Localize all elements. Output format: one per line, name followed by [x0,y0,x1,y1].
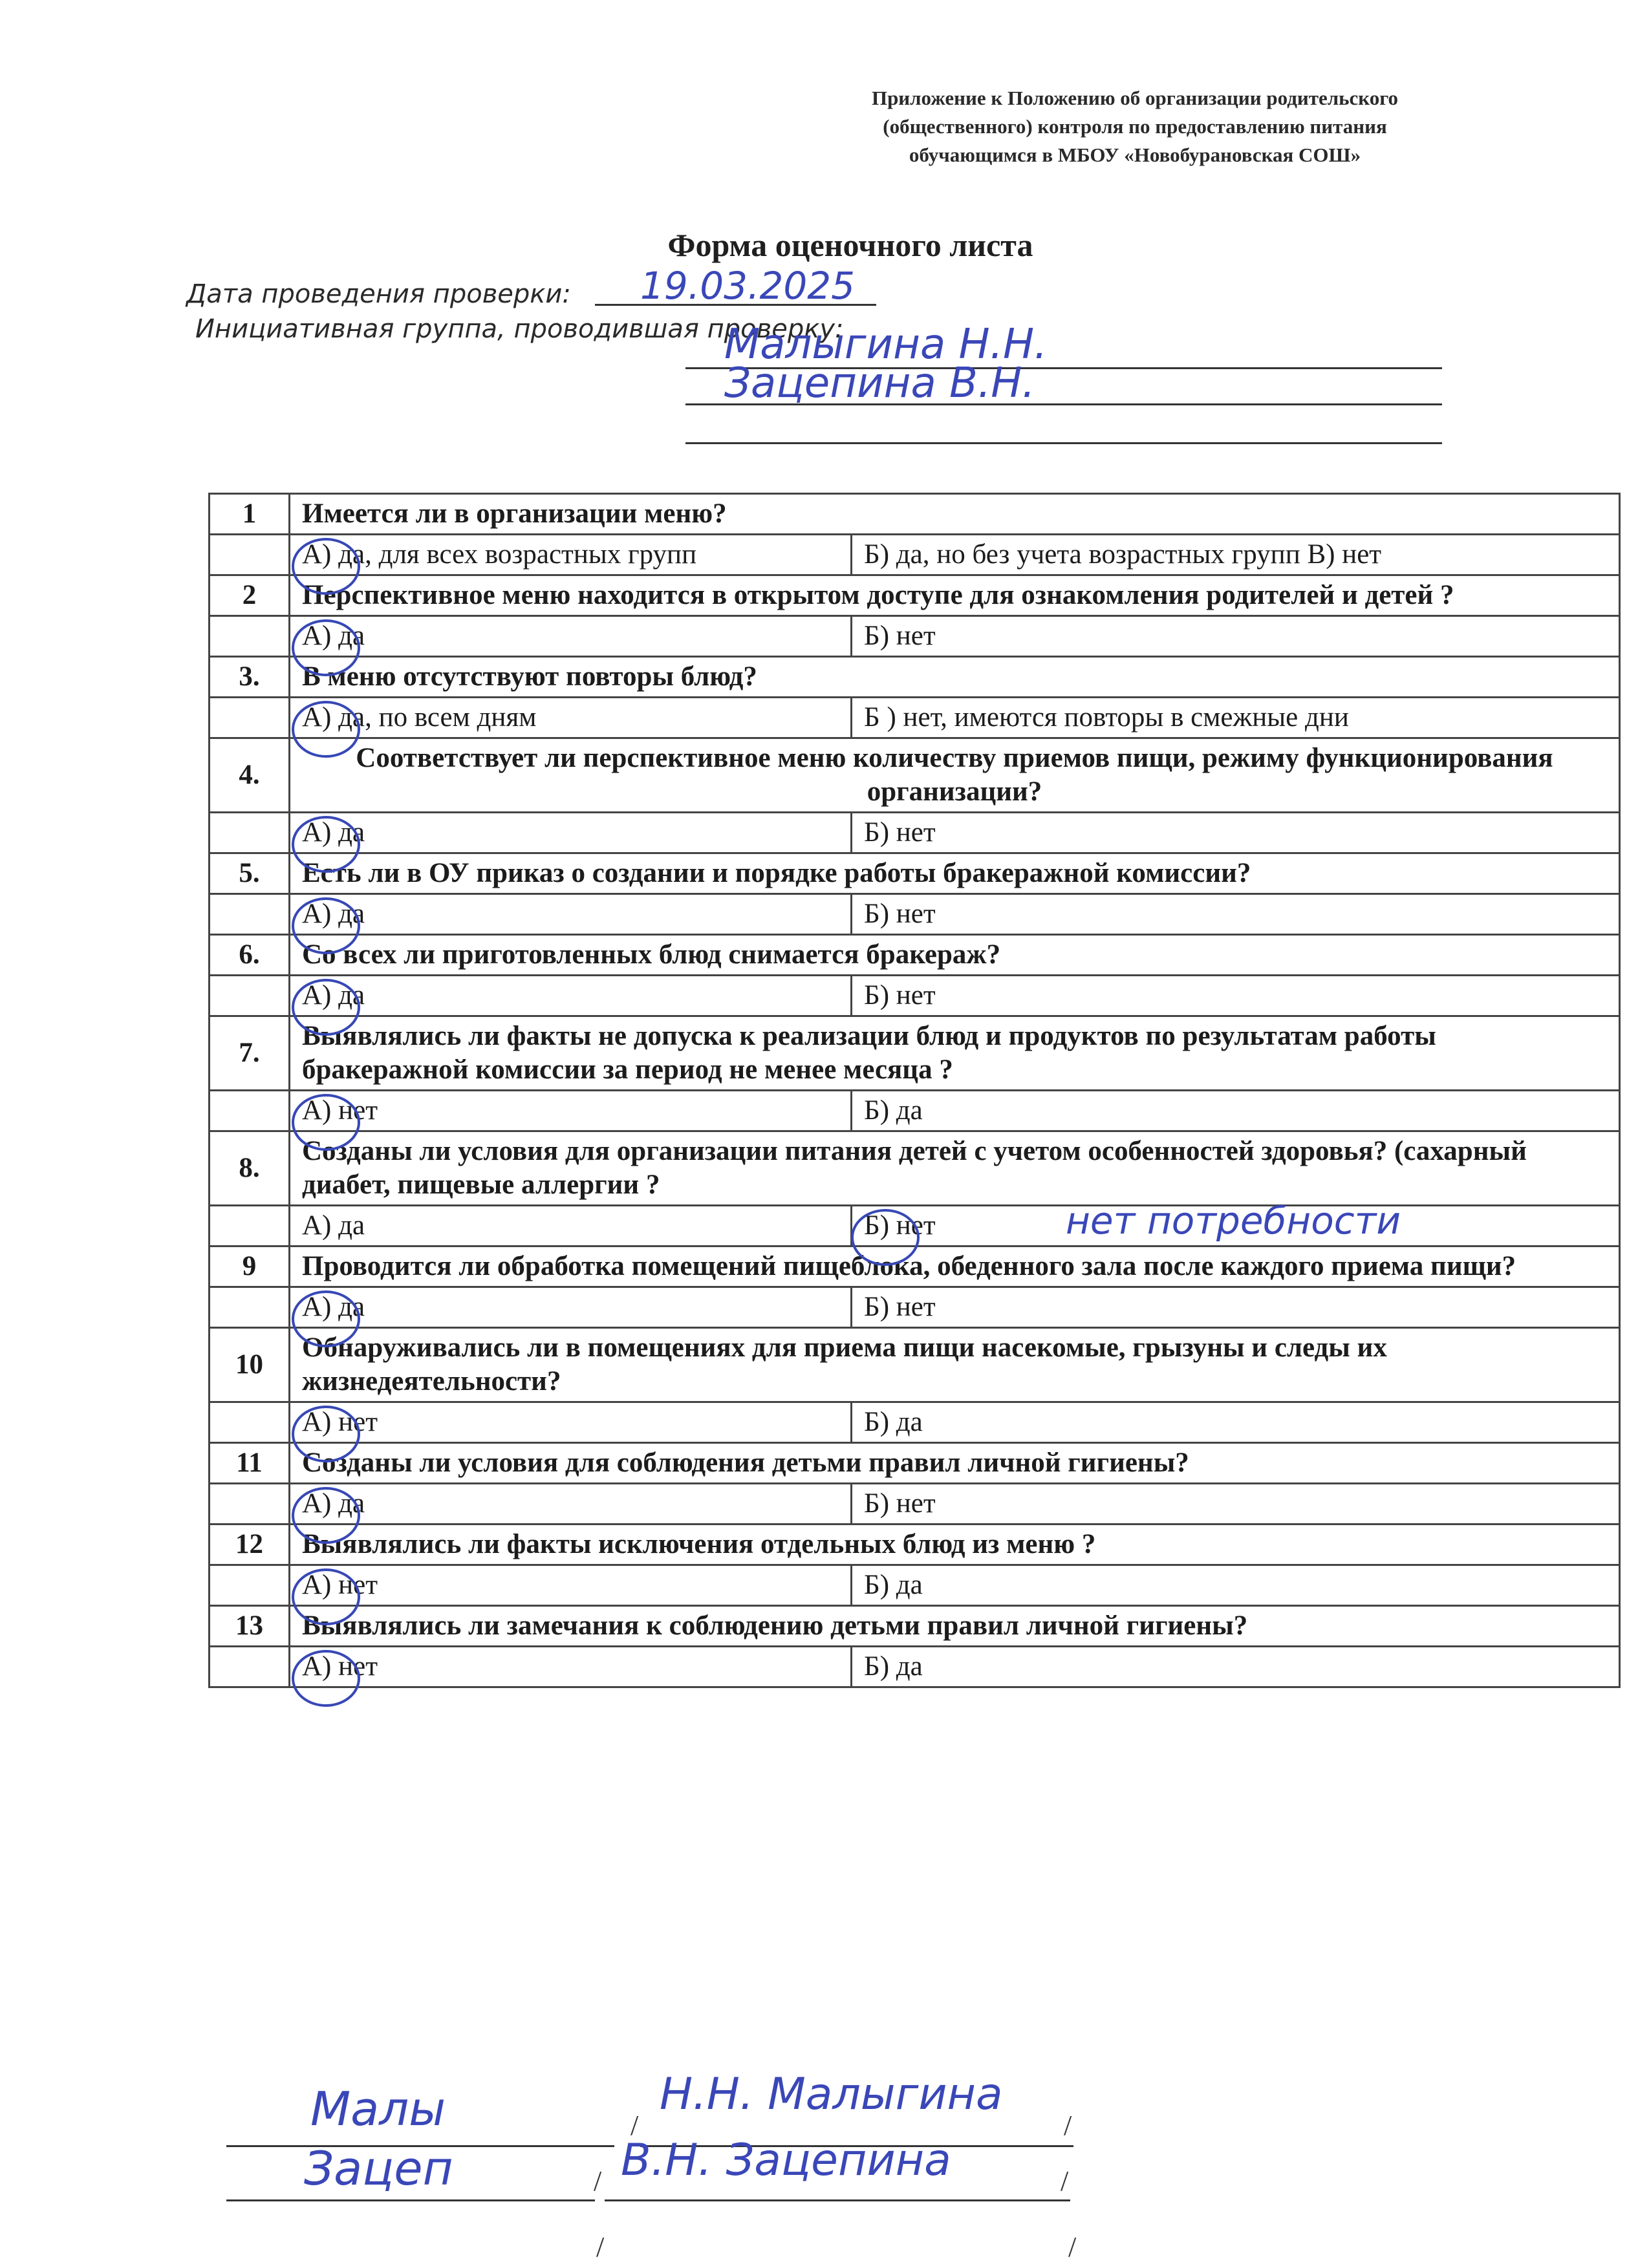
question-number: 1 [210,494,290,535]
answer-row [210,1647,1620,1687]
question-text: Выявлялись ли факты исключения отдельных блюд из меню ? [290,1524,1620,1565]
option-label: Б) нет [864,1488,936,1519]
answer-number-cell [210,1287,290,1328]
selected-circle-mark [292,1094,360,1151]
option-label: А) нет [302,1651,378,1682]
question-row [210,738,1620,813]
question-number: 2 [210,575,290,616]
option-label: Б) да [864,1407,923,1437]
question-row [210,575,1620,616]
question-number: 10 [210,1328,290,1402]
answer-number-cell [210,813,290,853]
signature-1: Малы [310,2082,446,2136]
option-label: Б ) нет, имеются повторы в смежные дни [864,702,1349,733]
selected-circle-mark [292,979,360,1036]
option-label: Б) нет [864,980,936,1011]
selected-circle-mark [292,816,360,873]
question-row [210,1131,1620,1206]
slash: / [1068,2231,1077,2263]
option-label: Б) да [864,1095,923,1126]
slash: / [596,2231,605,2263]
question-number: 8. [210,1131,290,1206]
answer-number-cell [210,1206,290,1246]
selected-circle-mark [292,701,360,758]
date-label: Дата проведения проверки: [186,279,571,309]
question-text: Обнаруживались ли в помещениях для приема пищи насекомые, грызуны и следы их жизнедеятельности? [290,1328,1620,1402]
option-b[interactable] [852,976,1620,1016]
option-label: Б) да, но без учета возрастных групп В) нет [864,539,1382,570]
signer-name-2: В.Н. Зацепина [621,2135,951,2186]
answer-number-cell [210,616,290,657]
option-a[interactable] [290,535,852,575]
question-number: 3. [210,657,290,698]
option-a[interactable] [290,1484,852,1524]
question-text: Имеется ли в организации меню? [290,494,1620,535]
question-text: Выявлялись ли факты не допуска к реализации блюд и продуктов по результатам работы бракеражной комиссии за период не менее месяца ? [290,1016,1620,1091]
option-label: Б) нет [864,817,936,848]
signature-rule-2 [226,2199,595,2201]
option-label: А) да [302,1488,365,1519]
option-label: Б) нет [864,1292,936,1322]
selected-circle-mark [292,1487,360,1544]
option-b[interactable] [852,1199,1620,1246]
option-b[interactable] [852,1287,1620,1328]
question-number: 6. [210,935,290,976]
option-label: Б) да [864,1651,923,1682]
slash: / [1064,2110,1072,2141]
group-rule-3 [685,442,1442,444]
answer-row [210,1091,1620,1131]
answer-row [210,1287,1620,1328]
selected-circle-mark [292,1568,360,1625]
question-row [210,853,1620,894]
slash: / [630,2110,639,2141]
option-a[interactable] [290,1647,852,1687]
question-text: Проводится ли обработка помещений пищеблока, обеденного зала после каждого приема пищи? [290,1246,1620,1287]
question-row [210,494,1620,535]
selected-circle-mark [292,1406,360,1462]
option-b[interactable] [852,1402,1620,1443]
answer-number-cell [210,1647,290,1687]
option-b[interactable] [852,535,1620,575]
appendix-line: (общественного) контроля по предоставлению питания [883,115,1387,138]
answer-row [210,698,1620,738]
option-a[interactable] [290,894,852,935]
option-b[interactable] [852,698,1620,738]
question-number: 12 [210,1524,290,1565]
question-number: 13 [210,1606,290,1647]
option-a[interactable] [290,1091,852,1131]
question-text: Есть ли в ОУ приказ о создании и порядке работы бракеражной комиссии? [290,853,1620,894]
option-a[interactable] [290,1565,852,1606]
group-label: Инициативная группа, проводившая проверку: [195,314,844,344]
member-2: Зацепина В.Н. [724,359,1035,407]
option-label: А) да, для всех возрастных групп [302,539,697,570]
question-row [210,1016,1620,1091]
option-label: А) да [302,899,365,929]
answer-number-cell [210,1484,290,1524]
option-b[interactable] [852,813,1620,853]
question-row [210,657,1620,698]
option-label: А) нет [302,1570,378,1600]
answer-number-cell [210,535,290,575]
form-title: Форма оценочного листа [667,227,1033,263]
option-b[interactable] [852,616,1620,657]
option-b[interactable] [852,1484,1620,1524]
answer-row [210,1206,1620,1246]
member-1: Малыгина Н.Н. [724,321,1048,369]
option-label: А) да [302,980,365,1011]
option-a[interactable] [290,976,852,1016]
option-a[interactable] [290,698,852,738]
selected-circle-mark [292,1290,360,1347]
selected-circle-mark [292,1650,360,1707]
selected-circle-mark [292,897,360,954]
selected-circle-mark [851,1209,920,1266]
answer-row [210,976,1620,1016]
question-row [210,1328,1620,1402]
signature-2: Зацеп [304,2141,453,2196]
appendix-line: Приложение к Положению об организации родительского [871,87,1399,109]
option-label: А) да [302,621,365,651]
question-text: Созданы ли условия для соблюдения детьми правил личной гигиены? [290,1443,1620,1484]
option-label: А) да [302,1210,365,1241]
question-text: Со всех ли приготовленных блюд снимается бракераж? [290,935,1620,976]
question-number: 7. [210,1016,290,1091]
option-label: А) нет [302,1407,378,1437]
answer-row [210,535,1620,575]
question-row [210,935,1620,976]
question-text: Выявлялись ли замечания к соблюдению детьми правил личной гигиены? [290,1606,1620,1647]
option-b[interactable] [852,1565,1620,1606]
answer-row [210,616,1620,657]
question-row [210,1524,1620,1565]
name-rule-2 [605,2199,1070,2201]
option-b[interactable] [852,894,1620,935]
question-text: Созданы ли условия для организации питания детей с учетом особенностей здоровья? (сахарный диабет, пищевые аллергии ? [290,1131,1620,1206]
question-number: 9 [210,1246,290,1287]
answer-number-cell [210,1402,290,1443]
question-number: 11 [210,1443,290,1484]
slash: / [594,2165,602,2197]
answer-number-cell [210,976,290,1016]
answer-row [210,1484,1620,1524]
answer-row [210,813,1620,853]
option-a[interactable] [290,1206,852,1246]
date-value: 19.03.2025 [640,264,856,308]
question-row [210,1443,1620,1484]
option-label: А) да [302,1292,365,1322]
answer-number-cell [210,698,290,738]
option-label: Б) нет [864,899,936,929]
question-number: 5. [210,853,290,894]
question-text: Перспективное меню находится в открытом доступе для ознакомления родителей и детей ? [290,575,1620,616]
option-label: Б) да [864,1570,923,1600]
answer-number-cell [210,1091,290,1131]
signer-name-1: Н.Н. Малыгина [660,2069,1003,2120]
option-a[interactable] [290,1287,852,1328]
option-a[interactable] [290,616,852,657]
question-text: Соответствует ли перспективное меню количеству приемов пищи, режиму функционирования организации? [290,738,1620,813]
selected-circle-mark [292,538,360,595]
answer-number-cell [210,1565,290,1606]
selected-circle-mark [292,619,360,676]
checklist-table [208,493,1621,1688]
appendix-note [795,84,1474,169]
answer-number-cell [210,894,290,935]
option-a[interactable] [290,813,852,853]
option-b[interactable] [852,1091,1620,1131]
option-label: Б) нет [864,1210,936,1241]
answer-row [210,1565,1620,1606]
question-text: В меню отсутствуют повторы блюд? [290,657,1620,698]
option-a[interactable] [290,1402,852,1443]
option-b[interactable] [852,1647,1620,1687]
option-label: Б) нет [864,621,936,651]
handwritten-note: нет потребности [1066,1199,1401,1243]
question-row [210,1606,1620,1647]
option-label: А) да, по всем дням [302,702,537,733]
appendix-line: обучающимся в МБОУ «Новобурановская СОШ» [909,144,1361,166]
slash: / [1061,2165,1069,2197]
answer-row [210,1402,1620,1443]
option-label: А) нет [302,1095,378,1126]
option-label: А) да [302,817,365,848]
question-number: 4. [210,738,290,813]
answer-row [210,894,1620,935]
